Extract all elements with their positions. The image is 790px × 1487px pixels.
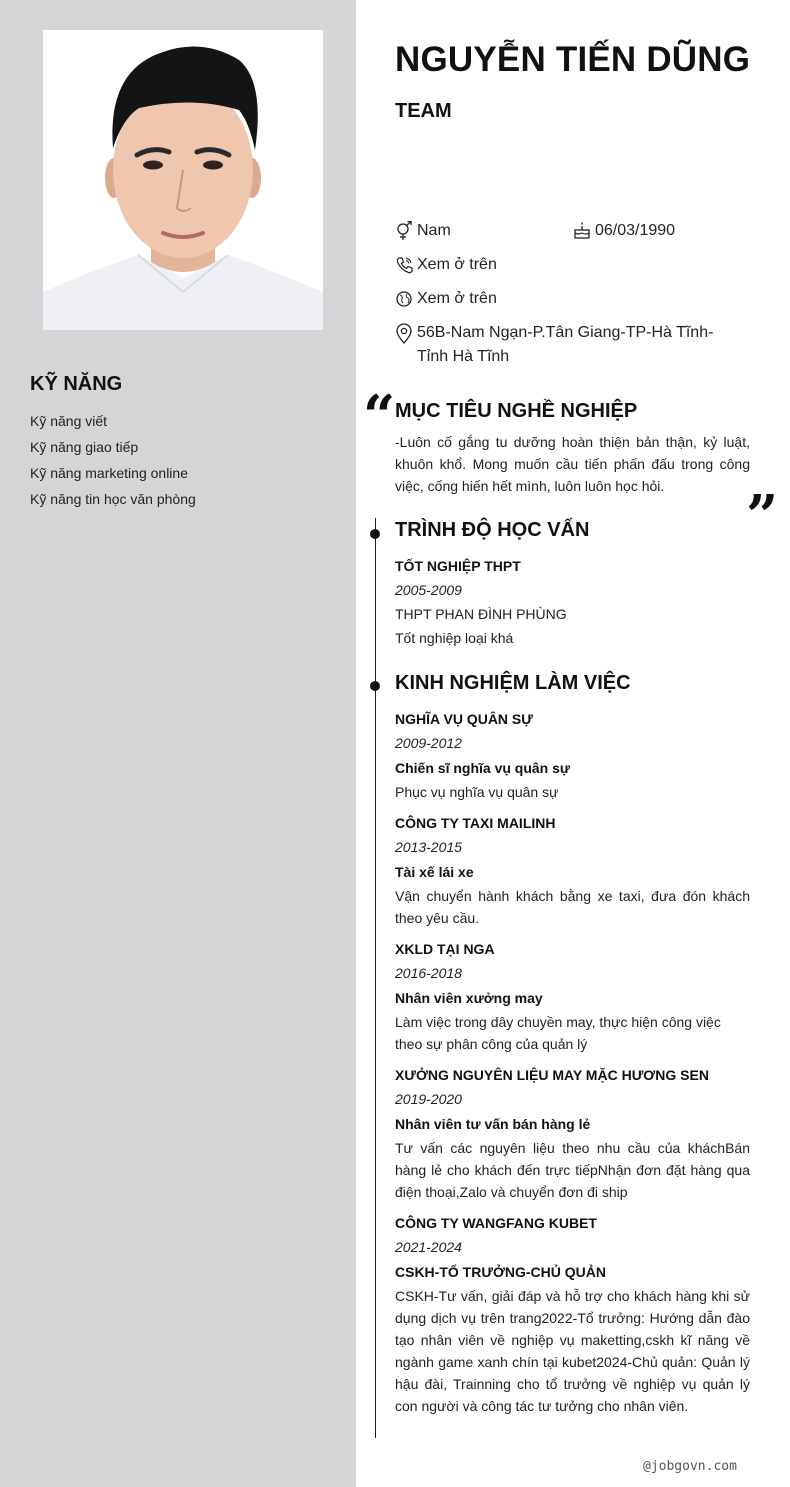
info-phone (395, 253, 497, 277)
job-position: Nhân viên xưởng may (395, 990, 543, 1006)
skill-item: Kỹ năng tin học văn phòng (30, 491, 196, 507)
job-description: CSKH-Tư vấn, giải đáp và hỗ trợ cho khách hàng khi sử dụng dịch vụ trên trang2022-Tổ trưởng: Hướng dẫn đào tạo nhân viên về nghiệp vụ maketting,cskh kĩ năng về ngành game xanh chín tại kubet2024-Chủ quản: Quản lý hậu đài, Trainning cho tổ trưởng về nghiệp vụ quản lý con người và công tác tư tưởng cho nhân viên. (395, 1288, 750, 1414)
job-company: XƯỞNG NGUYÊN LIỆU MAY MẶC HƯƠNG SEN (395, 1067, 709, 1083)
job-position: Nhân viên tư vấn bán hàng lẻ (395, 1116, 591, 1132)
address-value: 56B-Nam Ngạn-P.Tân Giang-TP-Hà Tĩnh-Tỉnh Hà Tĩnh (417, 324, 714, 365)
candidate-name: NGUYỄN TIẾN DŨNG (395, 40, 751, 79)
website-value: Xem ở trên (417, 290, 497, 307)
skill-item: Kỹ năng marketing online (30, 465, 188, 481)
location-pin-icon (395, 323, 413, 345)
globe-icon (395, 289, 413, 309)
info-address (395, 321, 740, 369)
timeline-line (375, 518, 376, 1438)
skill-item: Kỹ năng giao tiếp (30, 439, 139, 455)
skill-item: Kỹ năng viết (30, 413, 108, 429)
candidate-title: TEAM (395, 100, 452, 122)
job-position: Tài xế lái xe (395, 864, 474, 880)
job-company: CÔNG TY TAXI MAILINH (395, 815, 556, 831)
job-description: Tư vấn các nguyên liệu theo nhu cầu của kháchBán hàng lẻ cho khách đến trực tiếpNhận đơn đặt hàng qua điện thoại,Zalo và chuyển đơn đi ship (395, 1140, 750, 1200)
sidebar (0, 0, 356, 1487)
education-title: TRÌNH ĐỘ HỌC VẤN (395, 519, 590, 541)
job-period: 2009-2012 (395, 735, 462, 751)
job-period: 2021-2024 (395, 1239, 462, 1255)
skills-title: KỸ NĂNG (30, 373, 123, 395)
phone-icon (395, 255, 413, 275)
job-position: CSKH-TỔ TRƯỞNG-CHỦ QUẢN (395, 1264, 606, 1280)
job-company: XKLD TẠI NGA (395, 941, 495, 957)
skills-list (30, 408, 196, 512)
job-position: Chiến sĩ nghĩa vụ quân sự (395, 760, 571, 776)
education-period: 2005-2009 (395, 582, 462, 598)
job-period: 2013-2015 (395, 839, 462, 855)
experience-title: KINH NGHIỆM LÀM VIỆC (395, 672, 631, 694)
birthdate-value: 06/03/1990 (595, 222, 676, 239)
phone-value: Xem ở trên (417, 256, 497, 273)
job-description: Vận chuyển hành khách bằng xe taxi, đưa đón khách theo yêu cầu. (395, 888, 750, 926)
job-period: 2016-2018 (395, 965, 462, 981)
quote-open-icon: “ (363, 383, 396, 449)
watermark: @jobgovn.com (643, 1459, 737, 1474)
job-description: Phục vụ nghĩa vụ quân sự (395, 784, 559, 800)
gender-value: Nam (417, 222, 451, 239)
job-description: Làm việc trong dây chuyền may, thực hiện công việc theo sự phân công của quản lý (395, 1014, 721, 1052)
objective-title: MỤC TIÊU NGHỀ NGHIỆP (395, 400, 638, 422)
education-school: THPT PHAN ĐÌNH PHÙNG (395, 606, 567, 622)
education-dot (370, 529, 380, 539)
birthday-cake-icon (573, 221, 591, 241)
info-birthdate (573, 219, 675, 243)
quote-close-icon: ” (746, 483, 779, 549)
experience-dot (370, 681, 380, 691)
info-website (395, 287, 497, 311)
objective-text: -Luôn cố gắng tu dưỡng hoàn thiện bản thận, kỷ luật, khuôn khổ. Mong muốn cầu tiến phấn đấu trong công việc, cống hiến hết mình, luôn luôn học hỏi. (395, 434, 750, 494)
profile-photo (43, 30, 323, 330)
job-company: NGHĨA VỤ QUÂN SỰ (395, 711, 533, 727)
gender-icon (395, 221, 413, 241)
job-period: 2019-2020 (395, 1091, 462, 1107)
education-degree: TỐT NGHIỆP THPT (395, 558, 521, 574)
education-note: Tốt nghiệp loại khá (395, 630, 514, 646)
job-company: CÔNG TY WANGFANG KUBET (395, 1215, 597, 1231)
info-gender (395, 219, 451, 243)
portrait-image (43, 30, 323, 330)
